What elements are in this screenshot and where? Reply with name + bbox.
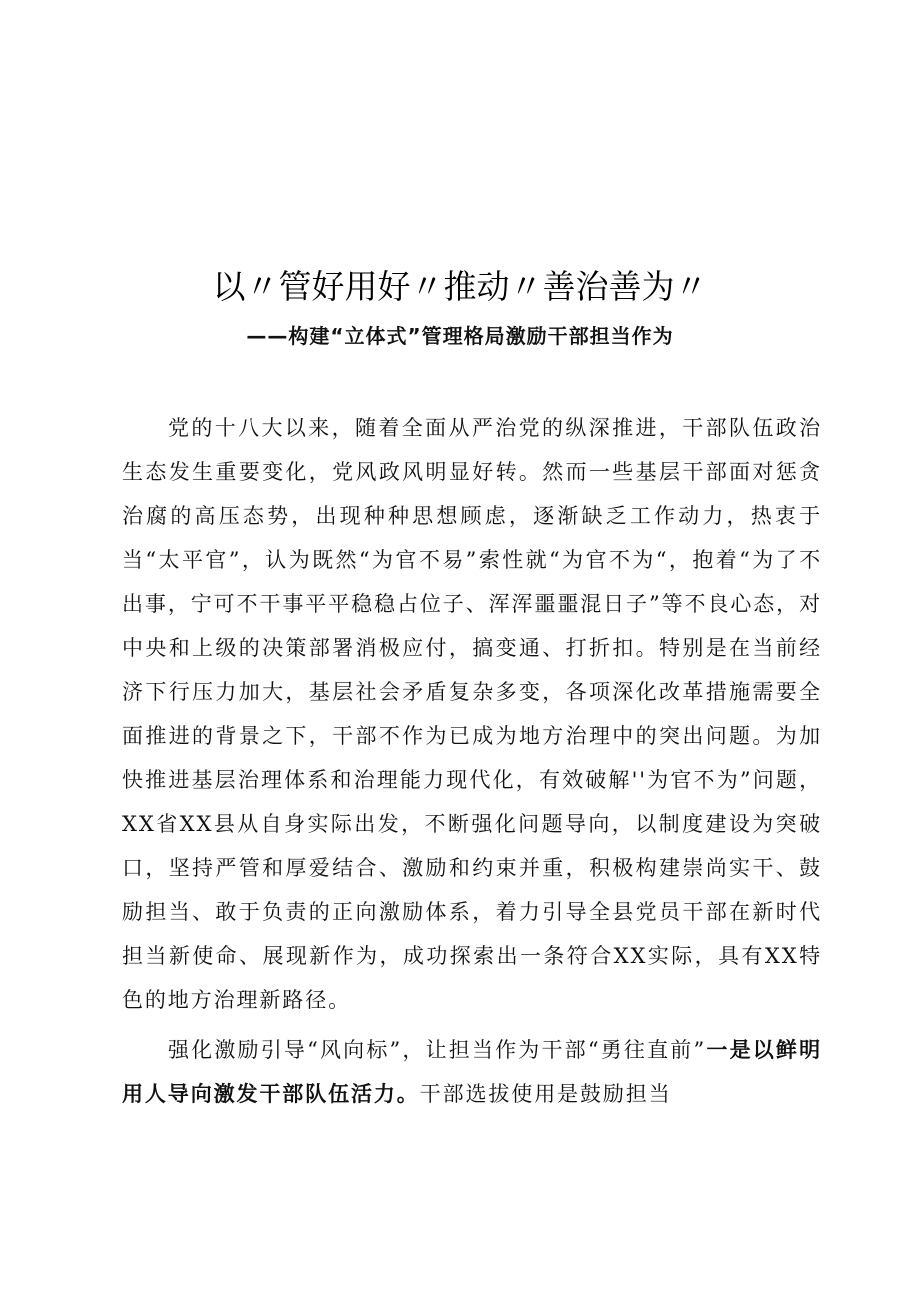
paragraph-incentive-bold: 一是以鲜明用人导向激发干部队伍活力。 (122, 1037, 822, 1106)
document-title: 以〃管好用好〃推动〃善治善为〃 (212, 267, 708, 306)
document-body (122, 406, 822, 1116)
document-subtitle: ——构建“立体式”管理格局激励干部担当作为 (246, 324, 674, 348)
paragraph-incentive-lead: 强化激励引导“风向标”，让担当作为干部“勇往直前” (168, 1038, 707, 1062)
paragraph-intro: 党的十八大以来，随着全面从严治党的纵深推进，干部队伍政治生态发生重要变化，党风政风明显好转。然而一些基层干部面对惩贪治腐的高压态势，出现种种思想顾虑，逐渐缺乏工作动力，热衷于当“太平官”，认为既然“为官不易”索性就“为官不为“，抱着“为了不出事，宁可不干事平平稳稳占位子、浑浑噩噩混日子”等不良心态，对中央和上级的决策部署消极应付，搞变通、打折扣。特别是在当前经济下行压力加大，基层社会矛盾复杂多变，各项深化改革措施需要全面推进的背景之下，干部不作为已成为地方治理中的突出问题。为加快推进基层治理体系和治理能力现代化，有效破解''为官不为”问题，XX省XX县从自身实际出发，不断强化问题导向，以制度建设为突破口，坚持严管和厚爱结合、激励和约束并重，积极构建崇尚实干、鼓励担当、敢于负责的正向激励体系，着力引导全县党员干部在新时代担当新使命、展现新作为，成功探索出一条符合XX实际，具有XX特色的地方治理新路径。 (122, 416, 822, 1012)
paragraph-incentive-rest: 干部选拔使用是鼓励担当 (419, 1082, 672, 1106)
paragraph-incentive (122, 1028, 822, 1116)
